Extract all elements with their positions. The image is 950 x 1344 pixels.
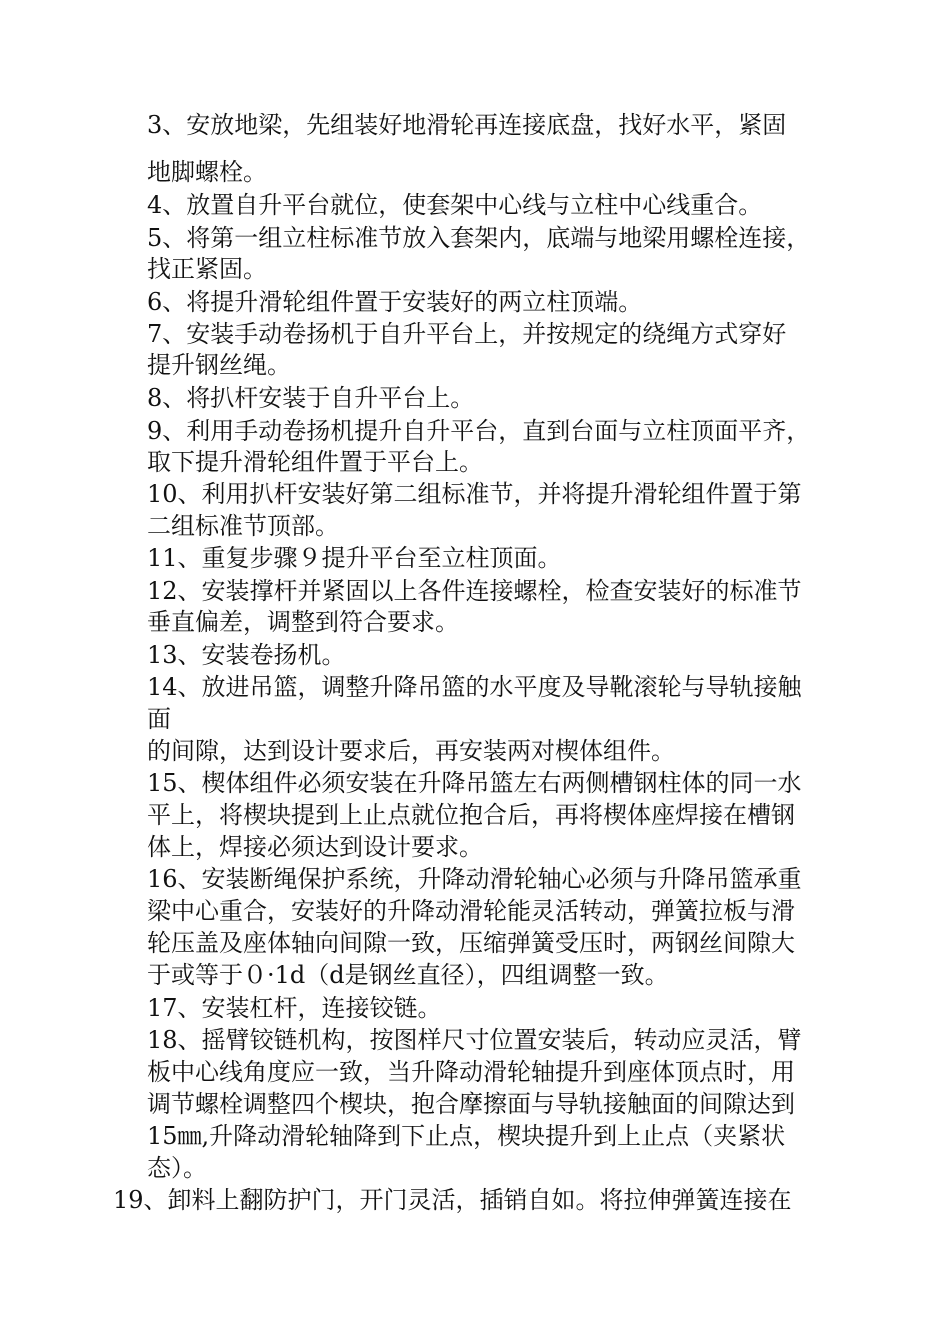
- text-line: 7、安装手动卷扬机于自升平台上，并按规定的绕绳方式穿好: [147, 320, 787, 348]
- text-line: 的间隙，达到设计要求后，再安装两对楔体组件。: [147, 737, 675, 765]
- text-line: 面: [147, 705, 171, 733]
- text-line: 17、安装杠杆，连接铰链。: [147, 994, 442, 1022]
- text-line: 15㎜,升降动滑轮轴降到下止点，楔块提升到上止点（夹紧状: [147, 1122, 786, 1150]
- text-line: 5、将第一组立柱标准节放入套架内，底端与地梁用螺栓连接，: [147, 224, 811, 252]
- text-line: 二组标准节顶部。: [147, 512, 339, 540]
- text-line: 态）。: [147, 1154, 207, 1182]
- text-line: 地脚螺栓。: [147, 158, 267, 186]
- text-line: 16、安装断绳保护系统，升降动滑轮轴心必须与升降吊篮承重: [147, 865, 802, 893]
- text-line: 19、卸料上翻防护门，开门灵活，插销自如。将拉伸弹簧连接在: [113, 1186, 792, 1214]
- text-line: 梁中心重合，安装好的升降动滑轮能灵活转动，弹簧拉板与滑: [147, 897, 795, 925]
- text-line: 6、将提升滑轮组件置于安装好的两立柱顶端。: [147, 288, 643, 316]
- text-line: 15、楔体组件必须安装在升降吊篮左右两侧槽钢柱体的同一水: [147, 769, 802, 797]
- text-line: 调节螺栓调整四个楔块，抱合摩擦面与导轨接触面的间隙达到: [147, 1090, 795, 1118]
- text-line: 3、安放地梁，先组装好地滑轮再连接底盘，找好水平，紧固: [147, 111, 787, 139]
- text-line: 于或等于０·1d（d是钢丝直径），四组调整一致。: [147, 961, 669, 989]
- text-line: 板中心线角度应一致，当升降动滑轮轴提升到座体顶点时，用: [147, 1058, 795, 1086]
- text-line: 10、利用扒杆安装好第二组标准节，并将提升滑轮组件置于第: [147, 480, 802, 508]
- text-line: 平上，将楔块提到上止点就位抱合后，再将楔体座焊接在槽钢: [147, 801, 795, 829]
- text-line: 轮压盖及座体轴向间隙一致，压缩弹簧受压时，两钢丝间隙大: [147, 929, 795, 957]
- text-line: 13、安装卷扬机。: [147, 641, 346, 669]
- text-line: 14、放进吊篮，调整升降吊篮的水平度及导靴滚轮与导轨接触: [147, 673, 802, 701]
- text-line: 找正紧固。: [147, 255, 267, 283]
- text-line: 18、摇臂铰链机构，按图样尺寸位置安装后，转动应灵活，臂: [147, 1026, 802, 1054]
- text-line: 4、放置自升平台就位，使套架中心线与立柱中心线重合。: [147, 191, 763, 219]
- text-line: 提升钢丝绳。: [147, 351, 291, 379]
- text-line: 取下提升滑轮组件置于平台上。: [147, 448, 483, 476]
- text-line: 体上，焊接必须达到设计要求。: [147, 833, 483, 861]
- text-line: 12、安装撑杆并紧固以上各件连接螺栓，检查安装好的标准节: [147, 577, 802, 605]
- text-line: 8、将扒杆安装于自升平台上。: [147, 384, 475, 412]
- text-line: 9、利用手动卷扬机提升自升平台，直到台面与立柱顶面平齐，: [147, 417, 811, 445]
- text-line: 垂直偏差，调整到符合要求。: [147, 608, 459, 636]
- text-line: 11、重复步骤９提升平台至立柱顶面。: [147, 544, 562, 572]
